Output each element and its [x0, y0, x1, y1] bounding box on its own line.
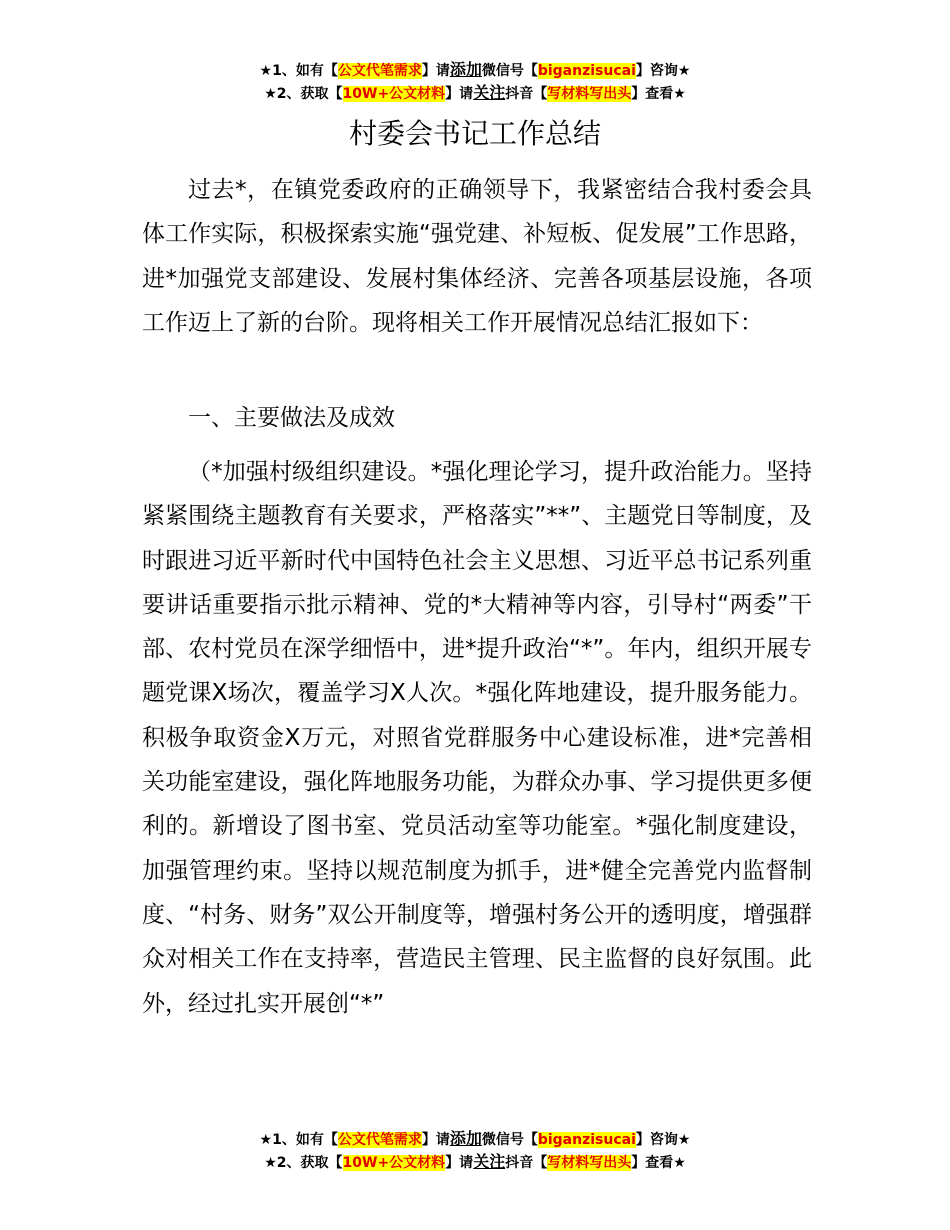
- promo-text: 】查看★: [631, 1155, 686, 1171]
- promo-text: 】咨询★: [635, 1132, 691, 1148]
- promo-text: ★2、获取【: [264, 1155, 343, 1171]
- promo-underline-follow: 关注: [473, 83, 506, 102]
- promo-text: 】请: [421, 63, 450, 79]
- promo-line-1: [0, 59, 950, 82]
- promo-line-2: [0, 82, 950, 105]
- promo-highlight-materials: 10W+公文材料: [342, 1155, 446, 1171]
- promo-text: 抖音【: [505, 1155, 548, 1171]
- promo-underline-add: 添加: [449, 60, 482, 79]
- promo-text: 抖音【: [505, 86, 548, 102]
- header-promo-banner: [0, 59, 950, 105]
- promo-underline-add: 添加: [449, 1129, 482, 1148]
- section-heading: 一、主要做法及成效: [188, 405, 395, 431]
- promo-highlight-douyin: 写材料写出头: [547, 86, 632, 102]
- promo-highlight-service: 公文代笔需求: [337, 1132, 422, 1148]
- document-title: 村委会书记工作总结: [348, 117, 601, 150]
- promo-line-1: [0, 1128, 950, 1151]
- promo-text: ★1、如有【: [259, 63, 338, 79]
- promo-underline-follow: 关注: [473, 1152, 506, 1171]
- promo-text: 】请: [445, 1155, 474, 1171]
- promo-text: 微信号【: [481, 63, 538, 79]
- promo-text: 】请: [445, 86, 474, 102]
- promo-text: 】咨询★: [635, 63, 691, 79]
- promo-highlight-douyin: 写材料写出头: [547, 1155, 632, 1171]
- promo-highlight-materials: 10W+公文材料: [342, 86, 446, 102]
- promo-text: 微信号【: [481, 1132, 538, 1148]
- promo-highlight-wechat-id: biganzisucai: [537, 63, 636, 79]
- promo-highlight-service: 公文代笔需求: [337, 63, 422, 79]
- section-body-paragraph: （*加强村级组织建设。*强化理论学习，提升政治能力。坚持紧紧围绕主题教育有关要求，严格落实”**”、主题党日等制度，及时跟进习近平新时代中国特色社会主义思想、习近平总书记系列重要讲话重要指示批示精神、党的*大精神等内容，引导村“两委”干部、农村党员在深学细悟中，进*提升政治“*”。年内，组织开展专题党课X场次，覆盖学习X人次。*强化阵地建设，提升服务能力。积极争取资金X万元，对照省党群服务中心建设标准，进*完善相关功能室建设，强化阵地服务功能，为群众办事、学习提供更多便利的。新增设了图书室、党员活动室等功能室。*强化制度建设，加强管理约束。坚持以规范制度为抓手，进*健全完善党内监督制度、“村务、财务”双公开制度等，增强村务公开的透明度，增强群众对相关工作在支持率，营造民主管理、民主监督的良好氛围。此外，经过扎实开展创“*”: [142, 459, 812, 1017]
- promo-line-2: [0, 1151, 950, 1174]
- intro-paragraph: 过去*，在镇党委政府的正确领导下，我紧密结合我村委会具体工作实际，积极探索实施“强党建、补短板、促发展”工作思路，进*加强党支部建设、发展村集体经济、完善各项基层设施，各项工作迈上了新的台阶。现将相关工作开展情况总结汇报如下：: [142, 177, 812, 336]
- promo-text: ★2、获取【: [264, 86, 343, 102]
- promo-text: 】查看★: [631, 86, 686, 102]
- promo-highlight-wechat-id: biganzisucai: [537, 1132, 636, 1148]
- promo-text: 】请: [421, 1132, 450, 1148]
- promo-text: ★1、如有【: [259, 1132, 338, 1148]
- footer-promo-banner: [0, 1128, 950, 1174]
